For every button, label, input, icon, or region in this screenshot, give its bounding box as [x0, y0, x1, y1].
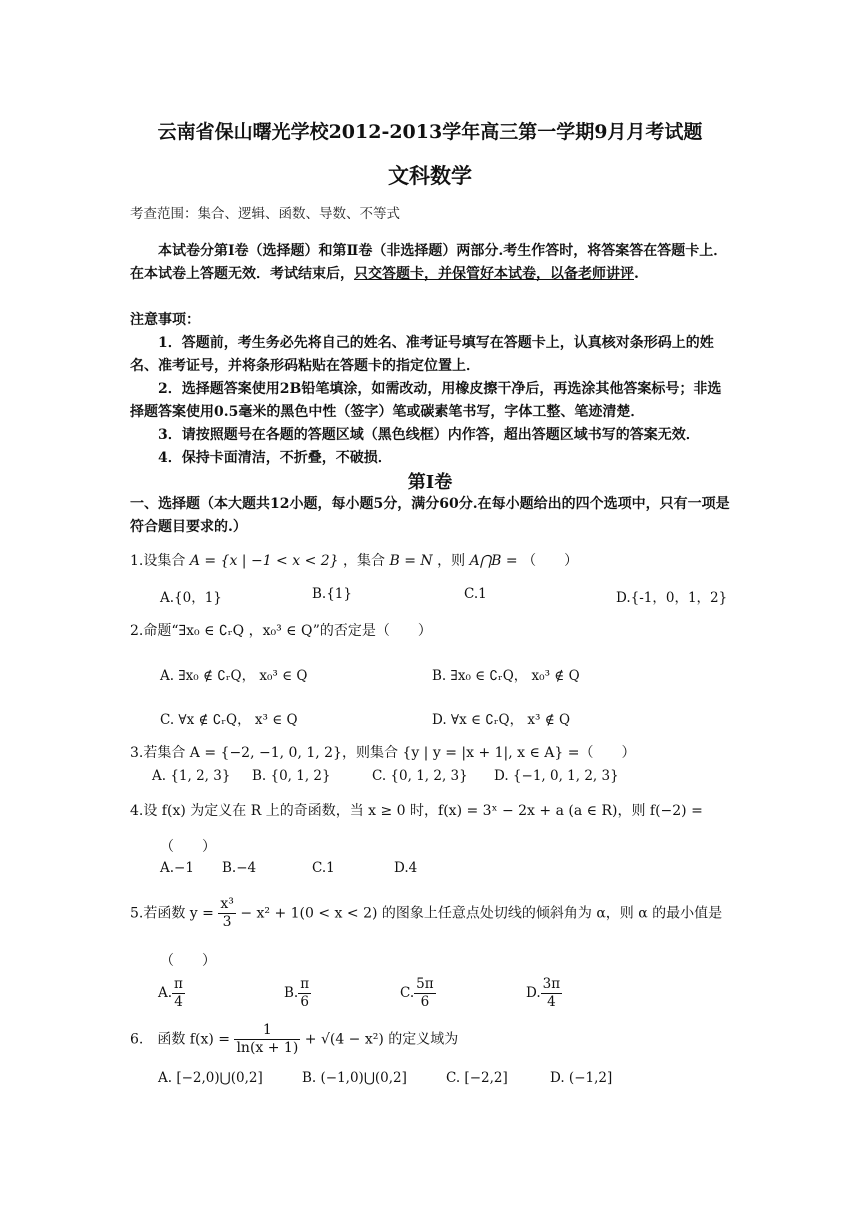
- q1-math-c: A⋂B =: [469, 553, 518, 569]
- q2-option-b: B. ∃x₀ ∈ ∁ᵣQ， x₀³ ∉ Q: [432, 668, 580, 684]
- notice-4: 4．保持卡面清洁，不折叠，不破损．: [158, 450, 392, 466]
- q4-option-a: A.−1: [160, 860, 194, 876]
- q3-option-b: B. {0, 1, 2}: [252, 768, 331, 784]
- q5-option-b: [284, 976, 311, 1011]
- q2-option-a: A. ∃x₀ ∉ ∁ᵣQ， x₀³ ∈ Q: [160, 668, 308, 684]
- q6-fraction: [234, 1022, 300, 1057]
- q3-option-c: C. {0, 1, 2, 3}: [372, 768, 468, 784]
- q4-answer-paren: （ ）: [160, 839, 216, 855]
- q5-b-fraction: [298, 976, 311, 1011]
- notice-2: 2．选择题答案使用2B铅笔填涂，如需改动，用橡皮擦干净后，再选涂其他答案标号；非选择题答案使用0.5毫米的黑色中性（签字）笔或碳素笔书写，字体工整、笔迹清楚．: [130, 381, 722, 420]
- q5-text-b: − x² + 1(0 < x < 2) 的图象上任意点处切线的倾斜角为 α，则 α 的最小值是: [240, 905, 723, 922]
- part-heading: 一、选择题（本大题共12小题，每小题5分，满分60分.在每小题给出的四个选项中，只有一项是符合题目要求的.）: [130, 496, 730, 535]
- q5-frac-numerator: x³: [220, 896, 234, 912]
- q6-frac-numerator: 1: [234, 1022, 300, 1040]
- q1-text-c: ，则: [437, 553, 466, 569]
- q6-option-b: B. (−1,0)⋃(0,2]: [302, 1070, 407, 1086]
- question-1-stem: [130, 550, 578, 570]
- q1-math-b: B = N: [389, 553, 433, 569]
- q2-option-c: C. ∀x ∉ ∁ᵣQ， x³ ∈ Q: [160, 712, 298, 728]
- q5-a-fraction: [172, 976, 185, 1011]
- q3-option-d: D. {−1, 0, 1, 2, 3}: [494, 768, 619, 784]
- notice-heading: 注意事项：: [130, 312, 200, 328]
- q1-option-c: C.1: [464, 586, 487, 602]
- q5-option-d: [526, 976, 562, 1011]
- q4-option-d: D.4: [394, 860, 418, 876]
- q1-option-d: D.{-1，0，1，2}: [616, 590, 728, 606]
- q6-option-c: C. [−2,2]: [446, 1070, 508, 1086]
- intro-underlined: 只交答题卡，并保管好本试卷，以备老师讲评: [354, 266, 634, 282]
- q5-d-denominator: 4: [547, 994, 556, 1010]
- q5-a-prefix: A.: [158, 985, 173, 1001]
- q5-c-denominator: 6: [420, 994, 430, 1010]
- q5-d-numerator: 3π: [542, 976, 561, 992]
- exam-scope: 考查范围：集合、逻辑、函数、导数、不等式: [130, 206, 400, 222]
- q6-text-b: + √(4 − x²) 的定义域为: [304, 1031, 459, 1048]
- q6-text-a: 6. 函数 f(x) =: [130, 1031, 230, 1048]
- intro-end: .: [634, 266, 639, 282]
- question-5-stem: [130, 896, 722, 931]
- question-4-stem: 4.设 f(x) 为定义在 R 上的奇函数，当 x ≥ 0 时，f(x) = 3ˣ − 2x + a (a ∈ R)，则 f(−2) =: [130, 803, 703, 819]
- q3-option-a: A. {1, 2, 3}: [152, 768, 231, 784]
- q4-option-b: B.−4: [222, 860, 257, 876]
- q6-option-d: D. (−1,2]: [550, 1070, 613, 1086]
- q1-text-a: 1.设集合: [130, 553, 186, 569]
- q5-fraction: [218, 896, 236, 931]
- q1-text-b: ，集合: [343, 553, 386, 569]
- q1-option-a: A.{0，1}: [160, 590, 222, 606]
- q5-d-fraction: [541, 976, 562, 1011]
- q5-answer-paren: （ ）: [160, 953, 216, 969]
- q5-c-prefix: C.: [400, 985, 415, 1001]
- q6-frac-denominator: ln(x + 1): [236, 1040, 299, 1056]
- q5-b-prefix: B.: [284, 985, 299, 1001]
- section-title: 第Ⅰ卷: [407, 472, 453, 493]
- q1-text-d: （ ）: [522, 553, 579, 569]
- q5-frac-denominator: 3: [222, 914, 232, 930]
- q5-b-numerator: π: [300, 976, 310, 992]
- q5-a-denominator: 4: [174, 994, 183, 1010]
- q5-option-a: [158, 976, 185, 1011]
- question-3-stem: 3.若集合 A = {−2, −1, 0, 1, 2}，则集合 {y | y = |x + 1|, x ∈ A} =（ ）: [130, 745, 636, 761]
- intro-paragraph: [130, 240, 732, 286]
- intro-text: 本试卷分第Ⅰ卷（选择题）和第Ⅱ卷（非选择题）两部分.考生作答时，将答案答在答题卡上．在本试卷上答题无效．考试结束后，: [130, 243, 728, 282]
- q5-text-a: 5.若函数 y =: [130, 905, 214, 922]
- notice-1: 1．答题前，考生务必先将自己的姓名、准考证号填写在答题卡上，认真核对条形码上的姓名、准考证号，并将条形码粘贴在答题卡的指定位置上．: [130, 335, 714, 374]
- q1-option-b: B.{1}: [312, 586, 352, 602]
- notice-3: 3．请按照题号在各题的答题区域（黑色线框）内作答，超出答题区域书写的答案无效．: [158, 427, 700, 443]
- q5-a-numerator: π: [174, 976, 183, 992]
- q4-option-c: C.1: [312, 860, 335, 876]
- exam-title: 云南省保山曙光学校2012-2013学年高三第一学期9月月考试题: [157, 121, 703, 143]
- q5-option-c: [400, 976, 436, 1011]
- q5-c-numerator: 5π: [416, 976, 434, 992]
- question-6-stem: [130, 1022, 458, 1057]
- q6-option-a: A. [−2,0)⋃(0,2]: [158, 1070, 263, 1086]
- question-2-stem: 2.命题“∃x₀ ∈ ∁ᵣQ ，x₀³ ∈ Q”的否定是（ ）: [130, 623, 432, 639]
- q1-math-a: A = {x | −1 < x < 2}: [189, 553, 339, 569]
- exam-subtitle: 文科数学: [388, 163, 472, 188]
- q5-b-denominator: 6: [300, 994, 309, 1010]
- q5-d-prefix: D.: [526, 985, 541, 1001]
- q5-c-fraction: [414, 976, 435, 1011]
- q2-option-d: D. ∀x ∈ ∁ᵣQ， x³ ∉ Q: [432, 712, 571, 728]
